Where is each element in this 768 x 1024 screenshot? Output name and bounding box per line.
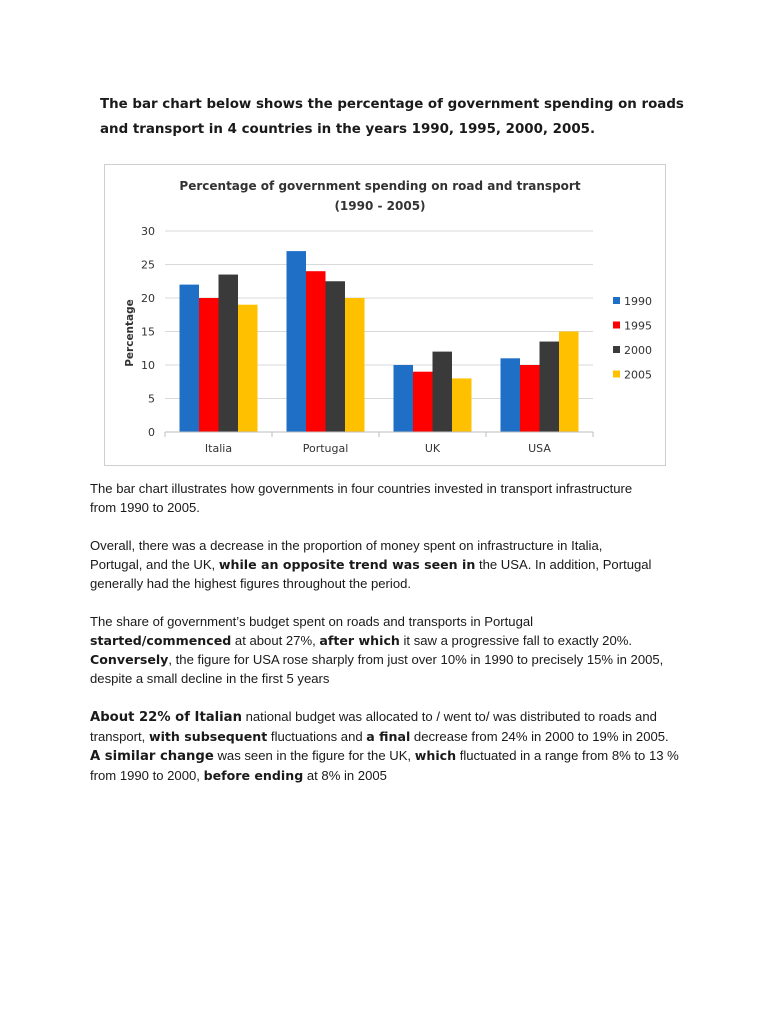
bar-chart (104, 164, 666, 466)
p4-bold-similar: A similar change (90, 749, 214, 764)
p2-line-3: generally had the highest figures throughout the period. (90, 576, 412, 591)
y-tick-label: 25 (141, 258, 155, 272)
p4-bold-before-ending: before ending (203, 768, 304, 783)
x-tick-label: UK (424, 442, 441, 455)
p2-line-1: Overall, there was a decrease in the proportion of money spent on infrastructure in Italia, (90, 538, 603, 553)
document-heading (100, 92, 690, 142)
bar-portugal-2005 (345, 298, 365, 432)
bar-usa-1990 (501, 358, 521, 432)
bar-italia-2000 (219, 275, 239, 432)
p4-line-2-c: fluctuations and (267, 729, 367, 744)
bar-uk-2000 (433, 352, 453, 432)
bar-portugal-1990 (287, 251, 307, 432)
bar-uk-2005 (452, 378, 472, 432)
y-tick-label: 20 (141, 292, 155, 305)
bar-usa-1995 (520, 365, 540, 432)
y-tick-label: 10 (141, 359, 155, 372)
p2-line-2-a: Portugal, and the UK, (90, 557, 219, 572)
p4-line-3-d: fluctuated in a range from 8% to 13 % (456, 748, 679, 763)
p4-line-2-e: decrease from 24% in 2000 to 19% in 2005. (410, 729, 669, 744)
legend-label-2000: 2000 (624, 344, 652, 357)
p3-line-4: despite a small decline in the first 5 years (90, 671, 330, 686)
chart-title-line-1: Percentage of government spending on road and transport (179, 179, 581, 193)
paragraph-4 (90, 707, 690, 785)
p4-line-4-c: at 8% in 2005 (303, 768, 387, 783)
p1-line-2: from 1990 to 2005. (90, 500, 200, 515)
y-tick-label: 30 (141, 225, 155, 238)
p4-line-3 (90, 746, 690, 766)
p3-line-2 (90, 631, 690, 650)
p2-line-2 (90, 555, 690, 574)
p2-bold-phrase: while an opposite trend was seen in (218, 557, 476, 572)
p4-line-2 (90, 727, 690, 746)
bar-uk-1995 (413, 372, 433, 432)
y-axis-label: Percentage (124, 299, 136, 367)
legend-swatch-2000 (613, 346, 620, 353)
p4-line-1 (90, 707, 690, 727)
legend-swatch-1990 (613, 297, 620, 304)
chart-title-line-2: (1990 - 2005) (334, 199, 426, 213)
y-tick-label: 15 (141, 325, 155, 339)
bar-italia-2005 (238, 305, 258, 432)
heading-line-1: The bar chart below shows the percentage of government spending on roads (100, 97, 684, 112)
legend-label-1990: 1990 (624, 295, 652, 308)
p3-line-2-b: at about 27%, (231, 633, 320, 648)
legend-label-2005: 2005 (624, 368, 652, 382)
bar-italia-1995 (199, 298, 219, 432)
p3-bold-started: started/commenced (90, 633, 232, 648)
p3-bold-after-which: after which (319, 633, 400, 648)
bar-portugal-1995 (306, 271, 326, 432)
x-tick-label: Italia (204, 442, 233, 455)
y-tick-label: 5 (148, 392, 155, 406)
bar-chart-svg (105, 165, 665, 465)
bar-portugal-2000 (326, 281, 346, 432)
legend-swatch-1995 (613, 322, 620, 329)
p4-bold-which: which (414, 748, 457, 763)
p1-line-1: The bar chart illustrates how governments in four countries invested in transport infrastructure (90, 481, 633, 496)
x-tick-label: Portugal (302, 442, 349, 455)
p4-line-1-b: national budget was allocated to / went to/ was distributed to roads and (241, 709, 657, 724)
p4-line-2-a: transport, (90, 729, 149, 744)
x-tick-label: USA (528, 442, 551, 455)
legend (613, 295, 652, 382)
p3-line-1: The share of government’s budget spent on roads and transports in Portugal (90, 614, 534, 629)
p4-line-4 (90, 766, 690, 785)
p4-line-3-b: was seen in the figure for the UK, (213, 748, 415, 763)
bars (180, 251, 579, 432)
p3-line-2-d: it saw a progressive fall to exactly 20%. (399, 633, 633, 648)
paragraph-1 (90, 479, 690, 517)
bar-uk-1990 (394, 365, 414, 432)
p4-line-4-a: from 1990 to 2000, (90, 768, 204, 783)
p4-bold-about: About 22% of Italian (90, 710, 242, 725)
heading-line-2: and transport in 4 countries in the years 1990, 1995, 2000, 2005. (100, 122, 596, 137)
p3-bold-conversely: Conversely (90, 652, 169, 667)
paragraph-2 (90, 536, 690, 593)
p2-line-2-c: the USA. In addition, Portugal (475, 557, 652, 572)
legend-swatch-2005 (613, 371, 620, 378)
p3-line-3 (90, 650, 690, 669)
body-text (90, 479, 690, 804)
legend-label-1995: 1995 (624, 319, 652, 333)
p3-line-3-b: , the figure for USA rose sharply from just over 10% in 1990 to precisely 15% in 2005, (168, 652, 664, 667)
bar-italia-1990 (180, 285, 200, 432)
p4-bold-subsequent: with subsequent (148, 729, 268, 744)
bar-usa-2005 (559, 332, 579, 433)
y-tick-label: 0 (148, 426, 155, 439)
bar-usa-2000 (540, 342, 560, 432)
p4-bold-final: a final (366, 729, 411, 744)
paragraph-3 (90, 612, 690, 688)
